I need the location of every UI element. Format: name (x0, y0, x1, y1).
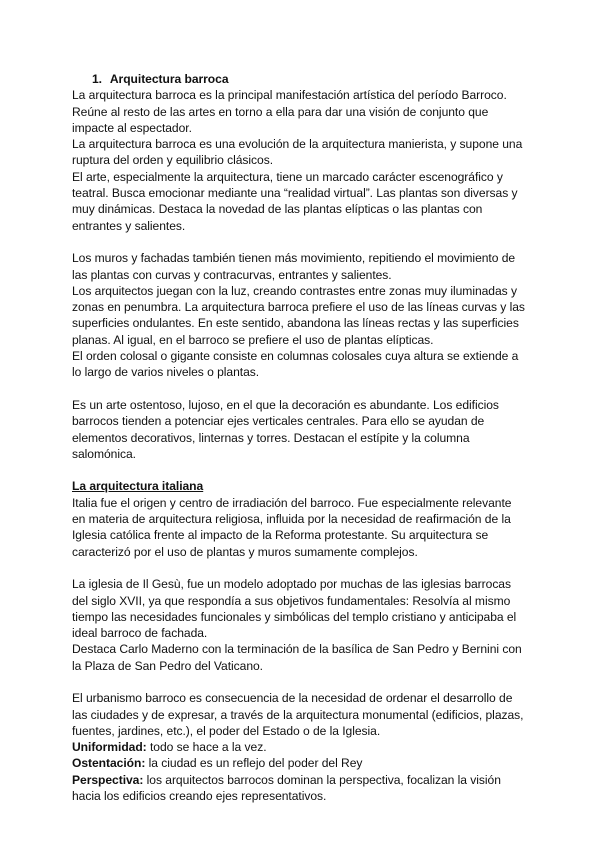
section-heading-arquitectura-italiana: La arquitectura italiana (72, 479, 204, 494)
definition-term: Uniformidad: (72, 740, 147, 755)
spacer (72, 234, 528, 250)
definition-term: Perspectiva: (72, 772, 144, 787)
paragraph: Destaca Carlo Maderno con la terminación de la basílica de San Pedro y Bernini con la Plaza de San Pedro del Vaticano. (72, 642, 522, 673)
heading-number: 1. (92, 72, 102, 86)
paragraph: Los arquitectos juegan con la luz, creando contrastes entre zonas muy iluminadas y zonas en penumbra. La arquitectura barroca prefiere el uso de las líneas curvas y las superficies ondulantes. En este sentido, abandona las líneas rectas y las superficies planas. Al igual, en el barroco se prefiere el uso de plantas elípticas. (72, 283, 525, 347)
spacer (72, 674, 528, 690)
definition-item-perspectiva (72, 772, 528, 805)
spacer (72, 462, 528, 478)
paragraph: El urbanismo barroco es consecuencia de la necesidad de ordenar el desarrollo de las ciudades y de expresar, a través de la arquitectura monumental (edificios, plazas, fuentes, jardines, etc.), el poder del Estado o de la Iglesia. (72, 691, 524, 738)
section-heading-arquitectura-barroca (72, 71, 528, 87)
definition-item-uniformidad (72, 739, 528, 755)
definition-text: la ciudad es un reflejo del poder del Rey (145, 756, 363, 771)
spacer (72, 560, 528, 576)
document-page (72, 71, 528, 804)
definition-text: todo se hace a la vez. (146, 740, 267, 755)
heading-title: Arquitectura barroca (109, 72, 229, 86)
definition-text: los arquitectos barrocos dominan la perspectiva, focalizan la visión hacia los edificios creando ejes representativos. (72, 772, 501, 804)
definition-item-ostentacion (72, 755, 528, 771)
paragraph: La arquitectura barroca es la principal manifestación artística del período Barroco. Reúne al resto de las artes en torno a ella para dar una visión de conjunto que impacte al espectador. (72, 88, 507, 135)
paragraph: Es un arte ostentoso, lujoso, en el que la decoración es abundante. Los edificios barrocos tienden a potenciar ejes verticales centrales. Para ello se ayudan de elementos decorativos, linternas y torres. Destacan el estípite y la columna salomónica. (72, 397, 499, 461)
paragraph: Los muros y fachadas también tienen más movimiento, repitiendo el movimiento de las plantas con curvas y contracurvas, entrantes y salientes. (72, 251, 516, 282)
definition-term: Ostentación: (72, 756, 146, 771)
paragraph: La iglesia de Il Gesù, fue un modelo adoptado por muchas de las iglesias barrocas del siglo XVII, ya que respondía a sus objetivos fundamentales: Resolvía al mismo tiempo las necesidades funcionales y simbólicas del templo cristiano y anticipaba el ideal barroco de fachada. (72, 577, 517, 641)
paragraph: El arte, especialmente la arquitectura, tiene un marcado carácter escenográfico y teatral. Busca emocionar mediante una “realidad virtual”. Las plantas son diversas y muy dinámicas. Destaca la novedad de las plantas elípticas o las plantas con entrantes y salientes. (72, 169, 518, 233)
paragraph: La arquitectura barroca es una evolución de la arquitectura manierista, y supone una ruptura del orden y equilibrio clásicos. (72, 137, 523, 168)
paragraph: El orden colosal o gigante consiste en columnas colosales cuya altura se extiende a lo largo de varios niveles o plantas. (72, 349, 519, 380)
spacer (72, 381, 528, 397)
paragraph: Italia fue el origen y centro de irradiación del barroco. Fue especialmente relevante en materia de arquitectura religiosa, influida por la necesidad de reafirmación de la Iglesia católica frente al impacto de la Reforma protestante. Su arquitectura se caracterizó por el uso de plantas y muros sumamente complejos. (72, 495, 512, 559)
